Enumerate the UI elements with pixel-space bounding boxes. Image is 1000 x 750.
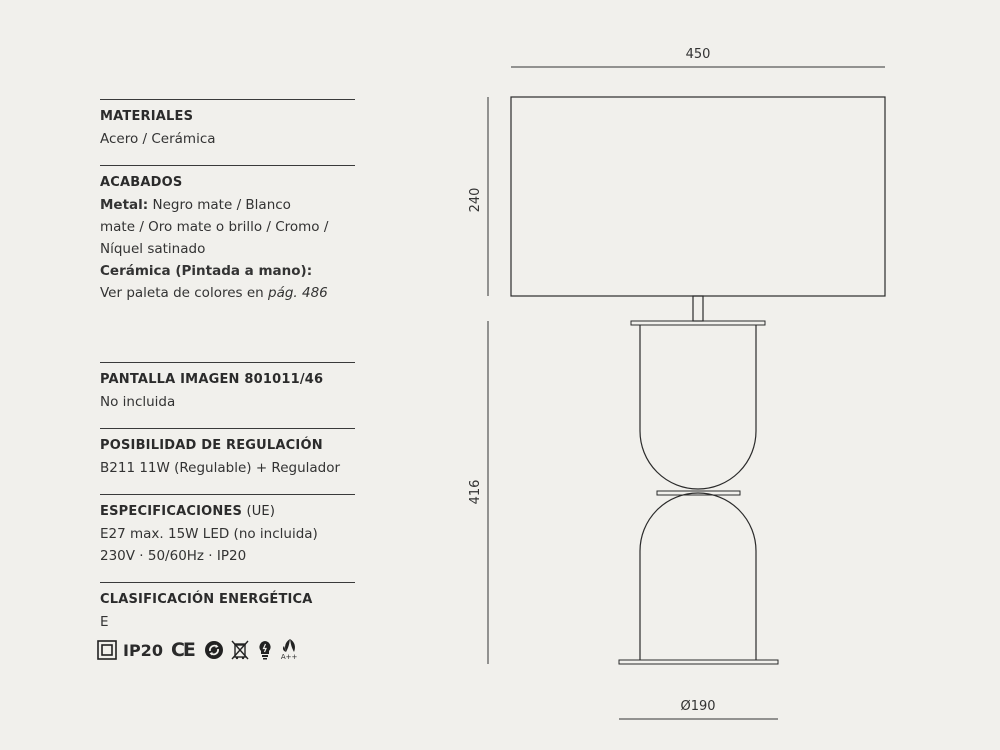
spec-title: POSIBILIDAD DE REGULACIÓN	[100, 438, 323, 453]
spec-title: PANTALLA IMAGEN 801011/46	[100, 372, 324, 387]
spec-text: Acero / Cerámica	[100, 131, 216, 147]
ceramica-text: Ver paleta de colores en	[100, 285, 268, 301]
spec-line-2: 230V · 50/60Hz · IP20	[100, 548, 247, 564]
lower-ceramic-body	[640, 493, 756, 660]
ce-mark-icon: CE	[170, 639, 194, 661]
spec-title-suffix: (UE)	[242, 504, 276, 519]
spec-title: ACABADOS	[100, 175, 183, 190]
spec-title-text: ESPECIFICACIONES	[100, 504, 243, 519]
base-height-dimension-label: 416	[468, 479, 483, 505]
metal-text: Negro mate / Blanco	[148, 197, 291, 213]
ceramica-label-text: Cerámica (Pintada a mano):	[100, 263, 313, 279]
shade-height-dimension-label: 240	[468, 187, 483, 213]
spec-metal-line-3: Níquel satinado	[100, 241, 206, 257]
lamp-stem	[693, 296, 703, 321]
page-reference: pág. 486	[268, 285, 328, 301]
spec-text: No incluida	[100, 394, 176, 410]
metal-label: Metal:	[100, 197, 149, 213]
diameter-dimension-label: Ø190	[680, 699, 716, 714]
width-dimension-label: 450	[685, 47, 711, 62]
spec-text: B211 11W (Regulable) + Regulador	[100, 460, 341, 476]
spec-metal-line-2: mate / Oro mate o brillo / Cromo /	[100, 219, 329, 235]
spec-line-1: E27 max. 15W LED (no incluida)	[100, 526, 318, 542]
energy-class-text: A++	[280, 653, 298, 661]
spec-text: E	[100, 614, 109, 630]
spec-title: CLASIFICACIÓN ENERGÉTICA	[100, 592, 313, 607]
spec-title: MATERIALES	[100, 109, 194, 124]
lamp-shade	[511, 97, 885, 296]
top-plate	[631, 321, 765, 325]
ip-rating-label: IP20	[123, 640, 163, 660]
base-plate	[619, 660, 778, 664]
upper-ceramic-body	[640, 325, 756, 489]
